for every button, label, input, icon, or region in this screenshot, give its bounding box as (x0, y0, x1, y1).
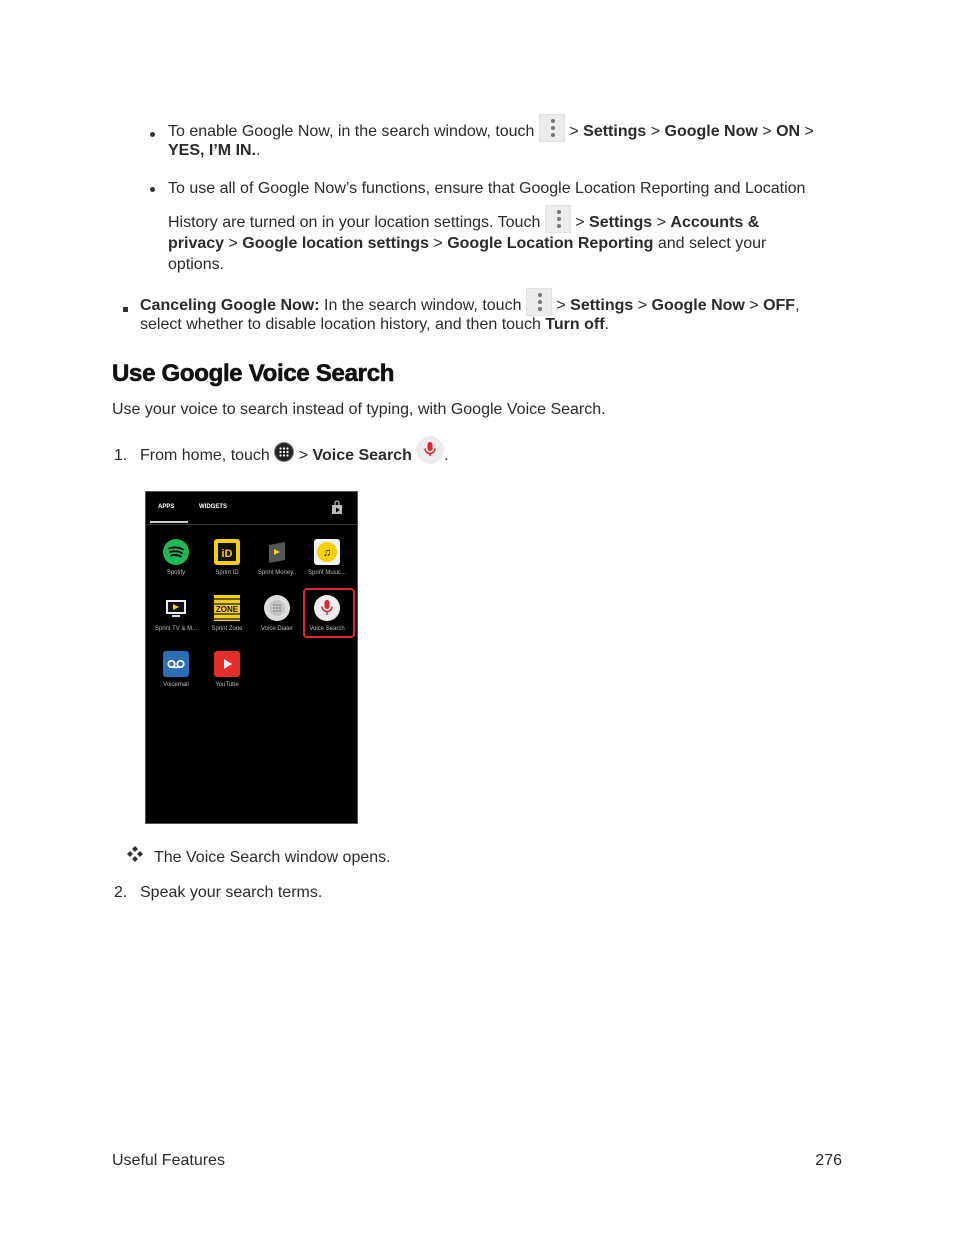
step-number: 2. (114, 884, 128, 901)
app-sprint-id: iD Sprint ID (202, 539, 252, 576)
settings-label: Settings (570, 297, 634, 314)
app-spotify: Spotify (151, 539, 201, 576)
voice-search-mic-icon (416, 436, 444, 464)
menu-kebab-icon (539, 114, 565, 142)
tab-indicator (150, 521, 188, 523)
drawer-tabs (146, 492, 357, 525)
section-intro: Use your voice to search instead of typing, with Google Voice Search. (112, 401, 606, 418)
bullet-dot (150, 132, 155, 137)
enable-google-now-item: To enable Google Now, in the search window, touch > Settings > Google Now > ON > YES, I’M IN.. (168, 112, 858, 161)
app-voice-dialer: Voice Dialer (252, 595, 302, 632)
page-number: 276 (815, 1152, 842, 1169)
location-reporting-label: Google Location Reporting (447, 235, 654, 252)
voice-dialer-icon (264, 595, 290, 621)
sprint-id-icon (214, 539, 240, 565)
use-all-functions-item: To use all of Google Now’s functions, ensure that Google Location Reporting and Location History are turned on in your location settings. Touch > Settings > Accounts & privacy > Google location settings > Google Location Reporting and select your options. (168, 178, 858, 275)
spotify-icon (163, 539, 189, 565)
app-voicemail: Voicemail (151, 651, 201, 688)
bullet-square (123, 307, 128, 312)
menu-kebab-icon (545, 205, 571, 233)
location-settings-label: Google location settings (242, 235, 429, 252)
app-voice-search[interactable]: Voice Search (302, 595, 352, 632)
turn-off-label: Turn off (545, 316, 605, 333)
svg-text:iD: iD (221, 548, 233, 560)
canceling-google-now-item: Canceling Google Now: In the search window, touch > Settings > Google Now > OFF, select whether to disable location history, and then touch Turn off. (140, 286, 860, 335)
sprint-zone-icon (214, 595, 240, 621)
app-sprint-zone: ZONE Sprint Zone (202, 595, 252, 632)
tab-apps: APPS (158, 504, 175, 510)
tab-widgets: WIDGETS (199, 504, 227, 510)
bullet-dot (150, 187, 155, 192)
menu-kebab-icon (526, 288, 552, 316)
settings-label: Settings (583, 123, 647, 140)
google-now-label: Google Now (651, 297, 745, 314)
voice-search-highlight (303, 588, 355, 638)
play-store-icon (329, 500, 345, 516)
app-sprint-music: ♫ Sprint Music... (302, 539, 352, 576)
svg-text:♫: ♫ (322, 547, 332, 559)
youtube-icon (214, 651, 240, 677)
result-text: The Voice Search window opens. (154, 849, 391, 866)
sprint-music-icon (314, 539, 340, 565)
step-2: Speak your search terms. (140, 884, 323, 901)
use-all-line1: To use all of Google Now’s functions, ensure that Google Location Reporting and Location (168, 180, 806, 197)
app-sprint-money: Sprint Money.. (252, 539, 302, 576)
section-title: Use Google Voice Search (112, 360, 395, 387)
settings-label: Settings (589, 214, 653, 231)
privacy-label: privacy (168, 235, 225, 252)
google-now-label: Google Now (664, 123, 758, 140)
app-youtube: YouTube (202, 651, 252, 688)
footer-section: Useful Features (112, 1152, 225, 1169)
step-number: 1. (114, 447, 128, 464)
accounts-label: Accounts & (670, 214, 760, 231)
canceling-label: Canceling Google Now: (140, 297, 320, 314)
apps-grid-icon (274, 442, 294, 462)
on-label: ON (776, 123, 801, 140)
step-1: From home, touch > Voice Search . (140, 436, 449, 470)
yes-label: YES, I’M IN. (168, 142, 257, 159)
result-diamond-icon (126, 845, 144, 863)
app-drawer-screenshot (145, 491, 358, 824)
svg-text:ZONE: ZONE (215, 605, 239, 614)
enable-text: To enable Google Now, in the search window, touch (168, 123, 535, 140)
voice-search-label: Voice Search (312, 447, 412, 464)
sprint-money-icon (264, 539, 290, 565)
sprint-tv-icon (163, 595, 189, 621)
off-label: OFF (763, 297, 796, 314)
app-sprint-tv: Sprint TV & M... (151, 595, 201, 632)
voicemail-icon (163, 651, 189, 677)
